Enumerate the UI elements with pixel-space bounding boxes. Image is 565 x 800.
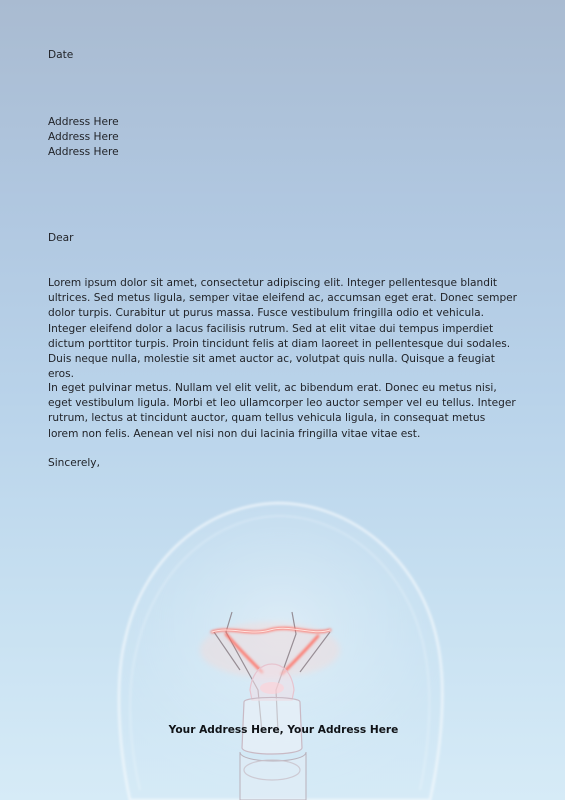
body-paragraph: In eget pulvinar metus. Nullam vel elit velit, ac bibendum erat. Donec eu metus nisi, eget vestibulum ligula. Morbi et leo ullamcorper leo auctor semper vel eu tellus. Integer rutrum, lectus at tincidunt auctor, quam tellus vehicula ligula, in consequat metus lorem non felis. Aenean vel nisi non dui lacinia fringilla vitae vitae est. bbox=[48, 382, 516, 440]
footer-address-text: Your Address Here, Your Address Here bbox=[168, 724, 399, 736]
address-line: Address Here bbox=[48, 116, 119, 128]
body-paragraph: Lorem ipsum dolor sit amet, consectetur adipiscing elit. Integer pellentesque blandit ultrices. Sed metus ligula, semper vitae eleifend ac, accumsan eget erat. Donec semper dolor turpis. Curabitur ut purus massa. Fusce vestibulum fringilla odio et vehicula. Integer eleifend dolor a lacus facilisis rutrum. Sed at elit vitae dui tempus imperdiet dictum porttitor turpis. Proin tincidunt felis at diam laoreet in pellentesque dui sodales. Duis neque nulla, molestie sit amet auctor ac, volutpat quis nulla. Quisque a feugiat eros. bbox=[48, 277, 518, 381]
salutation: Dear bbox=[48, 232, 74, 244]
recipient-address bbox=[48, 115, 119, 161]
address-line: Address Here bbox=[48, 146, 119, 159]
letter-date: Date bbox=[48, 49, 74, 61]
closing: Sincerely, bbox=[48, 457, 100, 469]
footer-address bbox=[0, 724, 565, 736]
address-line: Address Here bbox=[48, 131, 119, 144]
